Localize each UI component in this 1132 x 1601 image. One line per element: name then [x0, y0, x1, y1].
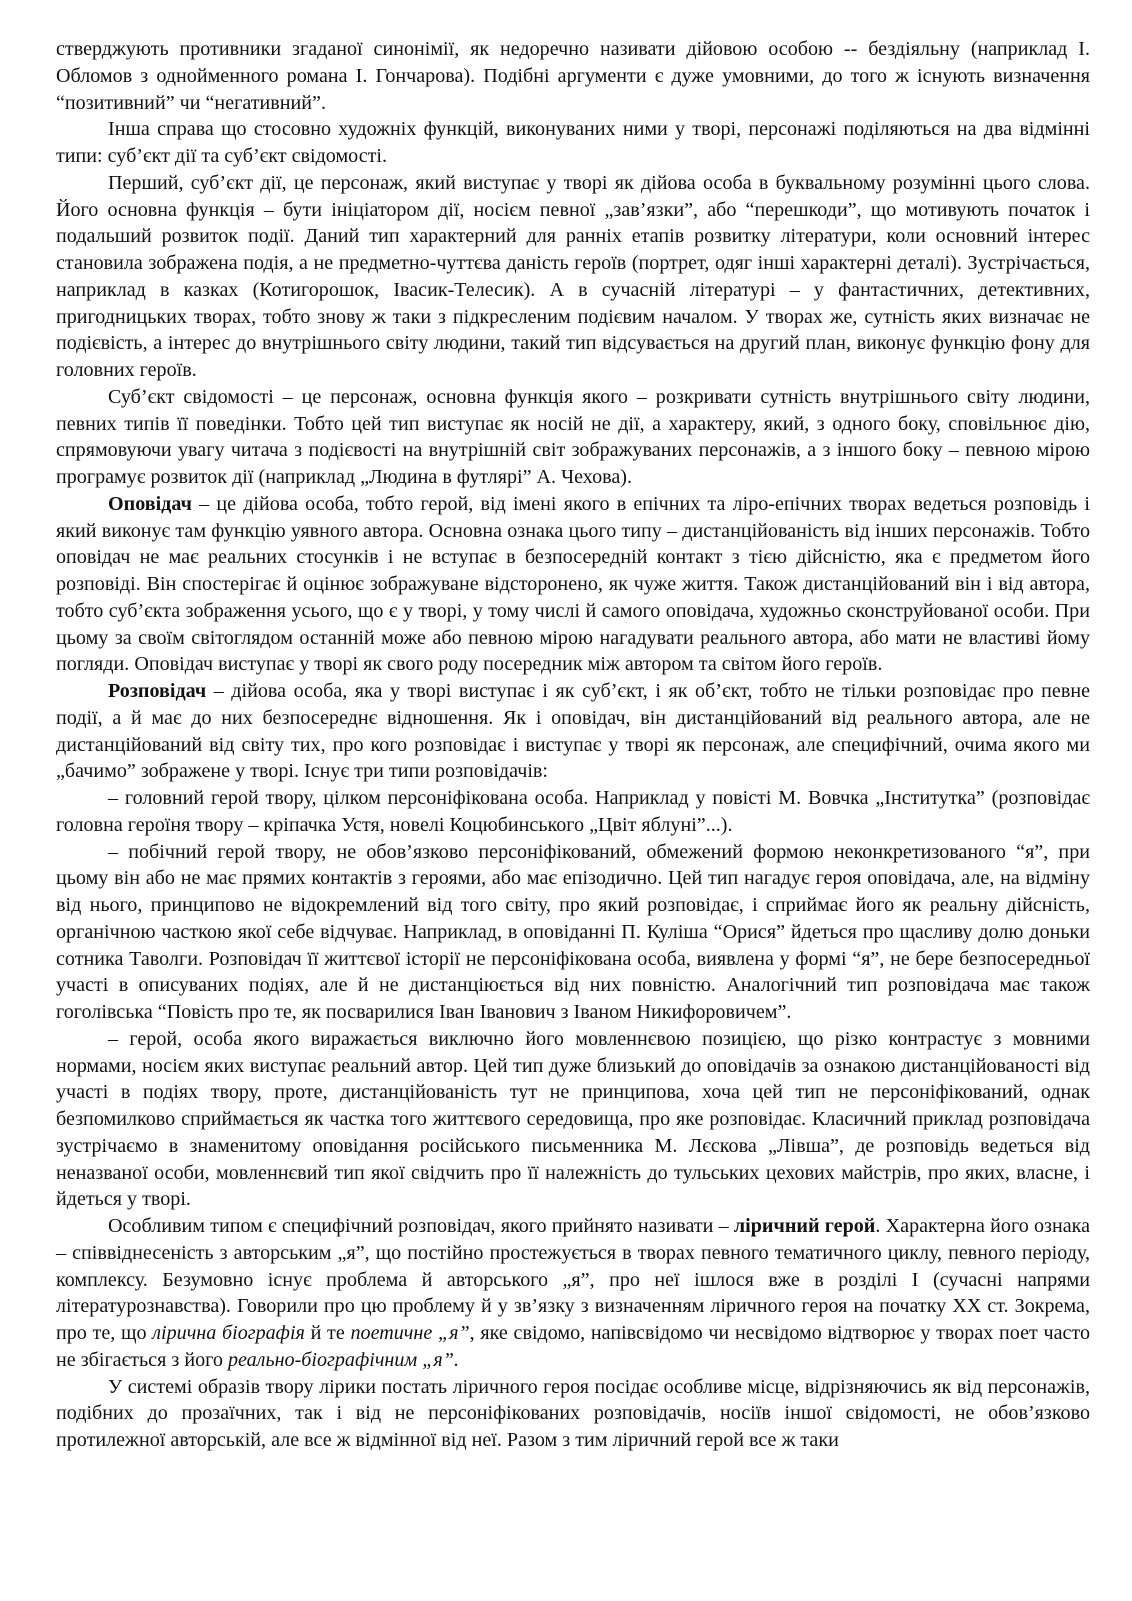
text-run: – головний герой твору, цілком персоніфікована особа. Наприклад у повісті М. Вовчка „Інститутка” (розповідає головна героїня твору – кріпачка Устя, новелі Коцюбинського „Цвіт яблуні”...). [56, 787, 1090, 836]
paragraph [56, 116, 1090, 170]
text-run: , яке свідомо, напівсвідомо чи несвідомо відтворює у творах поет часто не збігається з його [56, 1322, 1090, 1371]
text-run: Суб’єкт свідомості – це персонаж, основна функція якого – розкривати сутність внутрішнього світу людини, певних типів її поведінки. Тобто цей тип виступає як носій не дії, а характеру, який, з одного боку, сповільнює дію, спрямовуючи увагу читача з подієвості на внутрішній світ зображуваних персонажів, а з іншого боку – певною мірою програмує розвиток дії (наприклад „Людина в футлярі” А. Чехова). [56, 385, 1090, 488]
list-paragraph [56, 785, 1090, 839]
paragraph [56, 1374, 1090, 1454]
text-run: – побічний герой твору, не обов’язково персоніфікований, обмежений формою неконкретизованого “я”, при цьому він або не має прямих контактів з героями, або має епізодично. Цей тип нагадує героя оповідача, але, на відміну від нього, принципово не відокремлений від того світу, про який розповідає, і сприймає його як реальну дійсність, органічною часткою якої себе відчуває. Наприклад, в оповіданні П. Куліша “Орися” йдеться про щасливу долю доньки сотника Таволги. Розповідач її життєвої історії не персоніфікована особа, виявлена у формі “я”, не бере безпосередньої участі в описуваних подіях, але й не дистанціюється від них повністю. Аналогічний тип розповідача має також гоголівська “Повість про те, як посварилися Іван Іванович з Іваном Никифоровичем”. [56, 840, 1090, 1023]
italic-term: лірична біографія [152, 1322, 305, 1344]
paragraph [56, 678, 1090, 785]
text-run: . Характерна його ознака – співвіднесеність з авторським „я”, що постійно простежується в творах певного тематичного циклу, певного періоду, комплексу. Безумовно існує проблема й авторського „я”, про неї ішлося вже в розділі І (сучасні напрями літературознавства). Говорили про цю проблему й у зв’язку з визначенням ліричного героя на початку ХХ ст. Зокрема, про те, що [56, 1215, 1091, 1344]
paragraph [56, 384, 1090, 491]
paragraph [56, 170, 1090, 384]
text-run: Інша справа що стосовно художніх функцій, виконуваних ними у творі, персонажі поділяються на два відмінні типи: суб’єкт дії та суб’єкт свідомості. [56, 118, 1090, 167]
italic-term: поетичне „я” [350, 1322, 470, 1344]
text-run: – дійова особа, яка у творі виступає і як суб’єкт, і як об’єкт, тобто не тільки розповідає про певне події, а й має до них безпосереднє відношення. Як і оповідач, він дистанційований від реального автора, але не дистанційований від світу тих, про кого розповідає і виступає у творі як персонаж, але специфічний, очима якого ми „бачимо” зображене у творі. Існує три типи розповідачів: [56, 680, 1090, 783]
paragraph [56, 491, 1090, 678]
list-paragraph [56, 839, 1090, 1026]
term-lyrical-hero: ліричний герой [733, 1215, 876, 1237]
text-run: – це дійова особа, тобто герой, від імені якого в епічних та ліро-епічних творах ведеться розповідь і який виконує там функцію уявного автора. Основна ознака цього типу – дистанційованість від інших персонажів. Тобто оповідач не має реальних стосунків і не вступає в безпосередній контакт з тією дійсністю, яка є предметом його розповіді. Він спостерігає й оцінює зображуване відсторонено, як чуже життя. Також дистанційований він і від автора, тобто суб’єкта зображення усього, що є у творі, у тому числі й самого оповідача, художньо сконструйованої особи. При цьому за своїм світоглядом останній може або певною мірою нагадувати реального автора, або мати не властиві йому погляди. Оповідач виступає у творі як свого роду посередник між автором та світом його героїв. [56, 492, 1090, 676]
text-run: Перший, суб’єкт дії, це персонаж, який виступає у творі як дійова особа в буквальному розумінні цього слова. Його основна функція – бути ініціатором дії, носієм певної „зав’язки”, або “перешкоди”, що мотивують початок і подальший розвиток події. Даний тип характерний для ранніх етапів розвитку літератури, коли основний інтерес становила зображена подія, а не предметно-чуттєва даність героїв (портрет, одяг інші характерні деталі). Зустрічається, наприклад в казках (Котигорошок, Івасик-Телесик). А в сучасній літературі – у фантастичних, детективних, пригодницьких творах, тобто знову ж таки з підкресленим подієвим началом. У творах же, сутність яких визначає не подієвість, а інтерес до внутрішнього світу людини, такий тип відсувається на другий план, виконує функцію фону для головних героїв. [56, 171, 1090, 381]
paragraph [56, 36, 1090, 116]
italic-term: реально-біографічним „я”. [227, 1348, 459, 1371]
text-run: стверджують противники згаданої синонімії, як недоречно називати дійовою особою -- бездіяльну (наприклад І. Обломов з однойменного романа І. Гончарова). Подібні аргументи є дуже умовними, до того ж існують визначення “позитивний” чи “негативний”. [56, 38, 1090, 114]
list-paragraph [56, 1026, 1090, 1213]
text-run: Особливим типом є специфічний розповідач, якого прийнято називати – [108, 1215, 734, 1237]
term-opovidach: Оповідач [108, 492, 192, 515]
paragraph [56, 1213, 1090, 1374]
text-run: – герой, особа якого виражається виключно його мовленнєвою позицією, що різко контрастує з мовними нормами, носієм яких виступає реальний автор. Цей тип дуже близький до оповідачів за ознакою дистанційованості від участі в подіях твору, проте, дистанційованість тут не принципова, хоча цей тип не персоніфікований, однак безпомилково сприймається як частка того життєвого середовища, про яке розповідає. Класичний приклад розповідача зустрічаємо в знаменитому оповідання російського письменника М. Лєскова „Лівша”, де розповідь ведеться від неназваної особи, мовленнєвий тип якої свідчить про її належність до тульських цехових майстрів, про яких, власне, і йдеться у творі. [56, 1027, 1090, 1211]
text-run: У системі образів твору лірики постать ліричного героя посідає особливе місце, відрізняючись як від персонажів, подібних до прозаїчних, так і від не персоніфікованих розповідачів, носіїв іншої свідомості, не обов’язково протилежної авторській, але все ж відмінної від неї. Разом з тим ліричний герой все ж таки [56, 1375, 1090, 1451]
text-run: й те [304, 1322, 351, 1344]
term-rozpovidach: Розповідач [108, 680, 207, 702]
